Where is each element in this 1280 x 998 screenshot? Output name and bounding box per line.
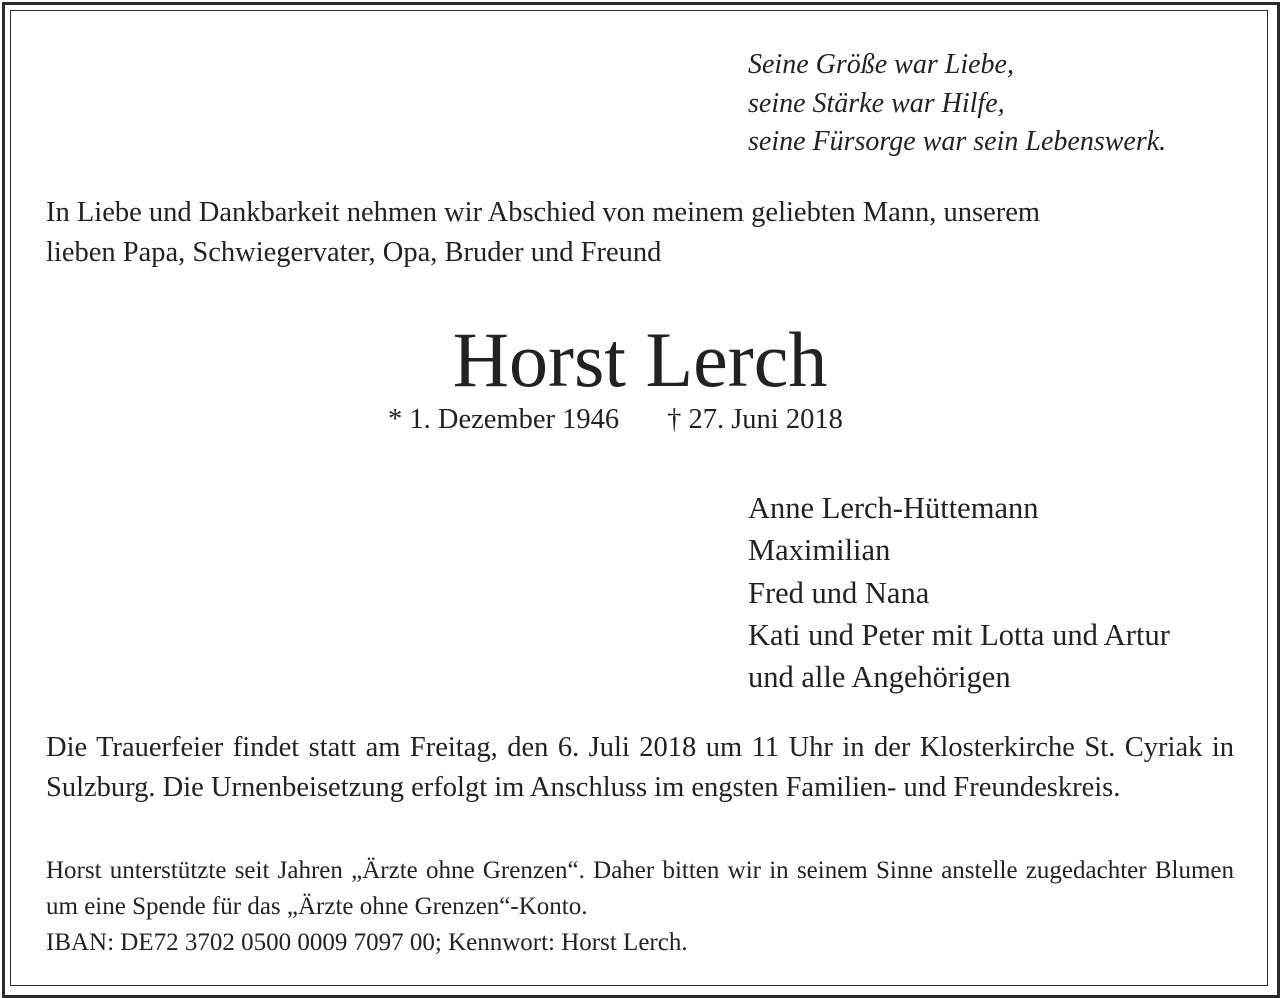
intro-line: In Liebe und Dankbarkeit nehmen wir Abschied von meinem geliebten Mann, unserem <box>46 197 1041 228</box>
mourner-item: Maximilian <box>748 533 891 568</box>
motto-line: seine Fürsorge war sein Lebenswerk. <box>748 126 1167 157</box>
birth-date: * 1. Dezember 1946 <box>388 404 620 435</box>
death-date: † 27. Juni 2018 <box>667 404 843 435</box>
life-dates <box>388 401 843 439</box>
motto-line: seine Stärke war Hilfe, <box>748 87 1005 119</box>
donation-text: Horst unterstützte seit Jahren „Ärzte ohne Grenzen“. Daher bitten wir in seinem Sinne anstelle zugedachter Blumen um eine Spende für das „Ärzte ohne Grenzen“-Konto. <box>46 857 1234 920</box>
donation-info <box>46 853 1234 961</box>
motto-line: Seine Größe war Liebe, <box>748 49 1014 80</box>
mourner-item: und alle Angehörigen <box>748 660 1011 695</box>
mourner-item: Fred und Nana <box>748 575 930 610</box>
mourner-item: Kati und Peter mit Lotta und Artur <box>748 617 1170 652</box>
motto-quote <box>748 46 1166 162</box>
intro-line: lieben Papa, Schwiegervater, Opa, Bruder und Freund <box>46 237 662 268</box>
mourner-item: Anne Lerch-Hüttemann <box>748 491 1039 525</box>
service-info: Die Trauerfeier findet statt am Freitag, den 6. Juli 2018 um 11 Uhr in der Klosterkirche St. Cyriak in Sulzburg. Die Urnenbeisetzung erfolgt im Anschluss im engsten Familien- und Freundeskreis. <box>46 732 1234 803</box>
mourners-list <box>748 487 1170 698</box>
deceased-name: Horst Lerch <box>452 316 828 403</box>
iban-line: IBAN: DE72 3702 0500 0009 7097 00; Kennwort: Horst Lerch. <box>46 929 688 956</box>
intro-text <box>46 193 1236 273</box>
